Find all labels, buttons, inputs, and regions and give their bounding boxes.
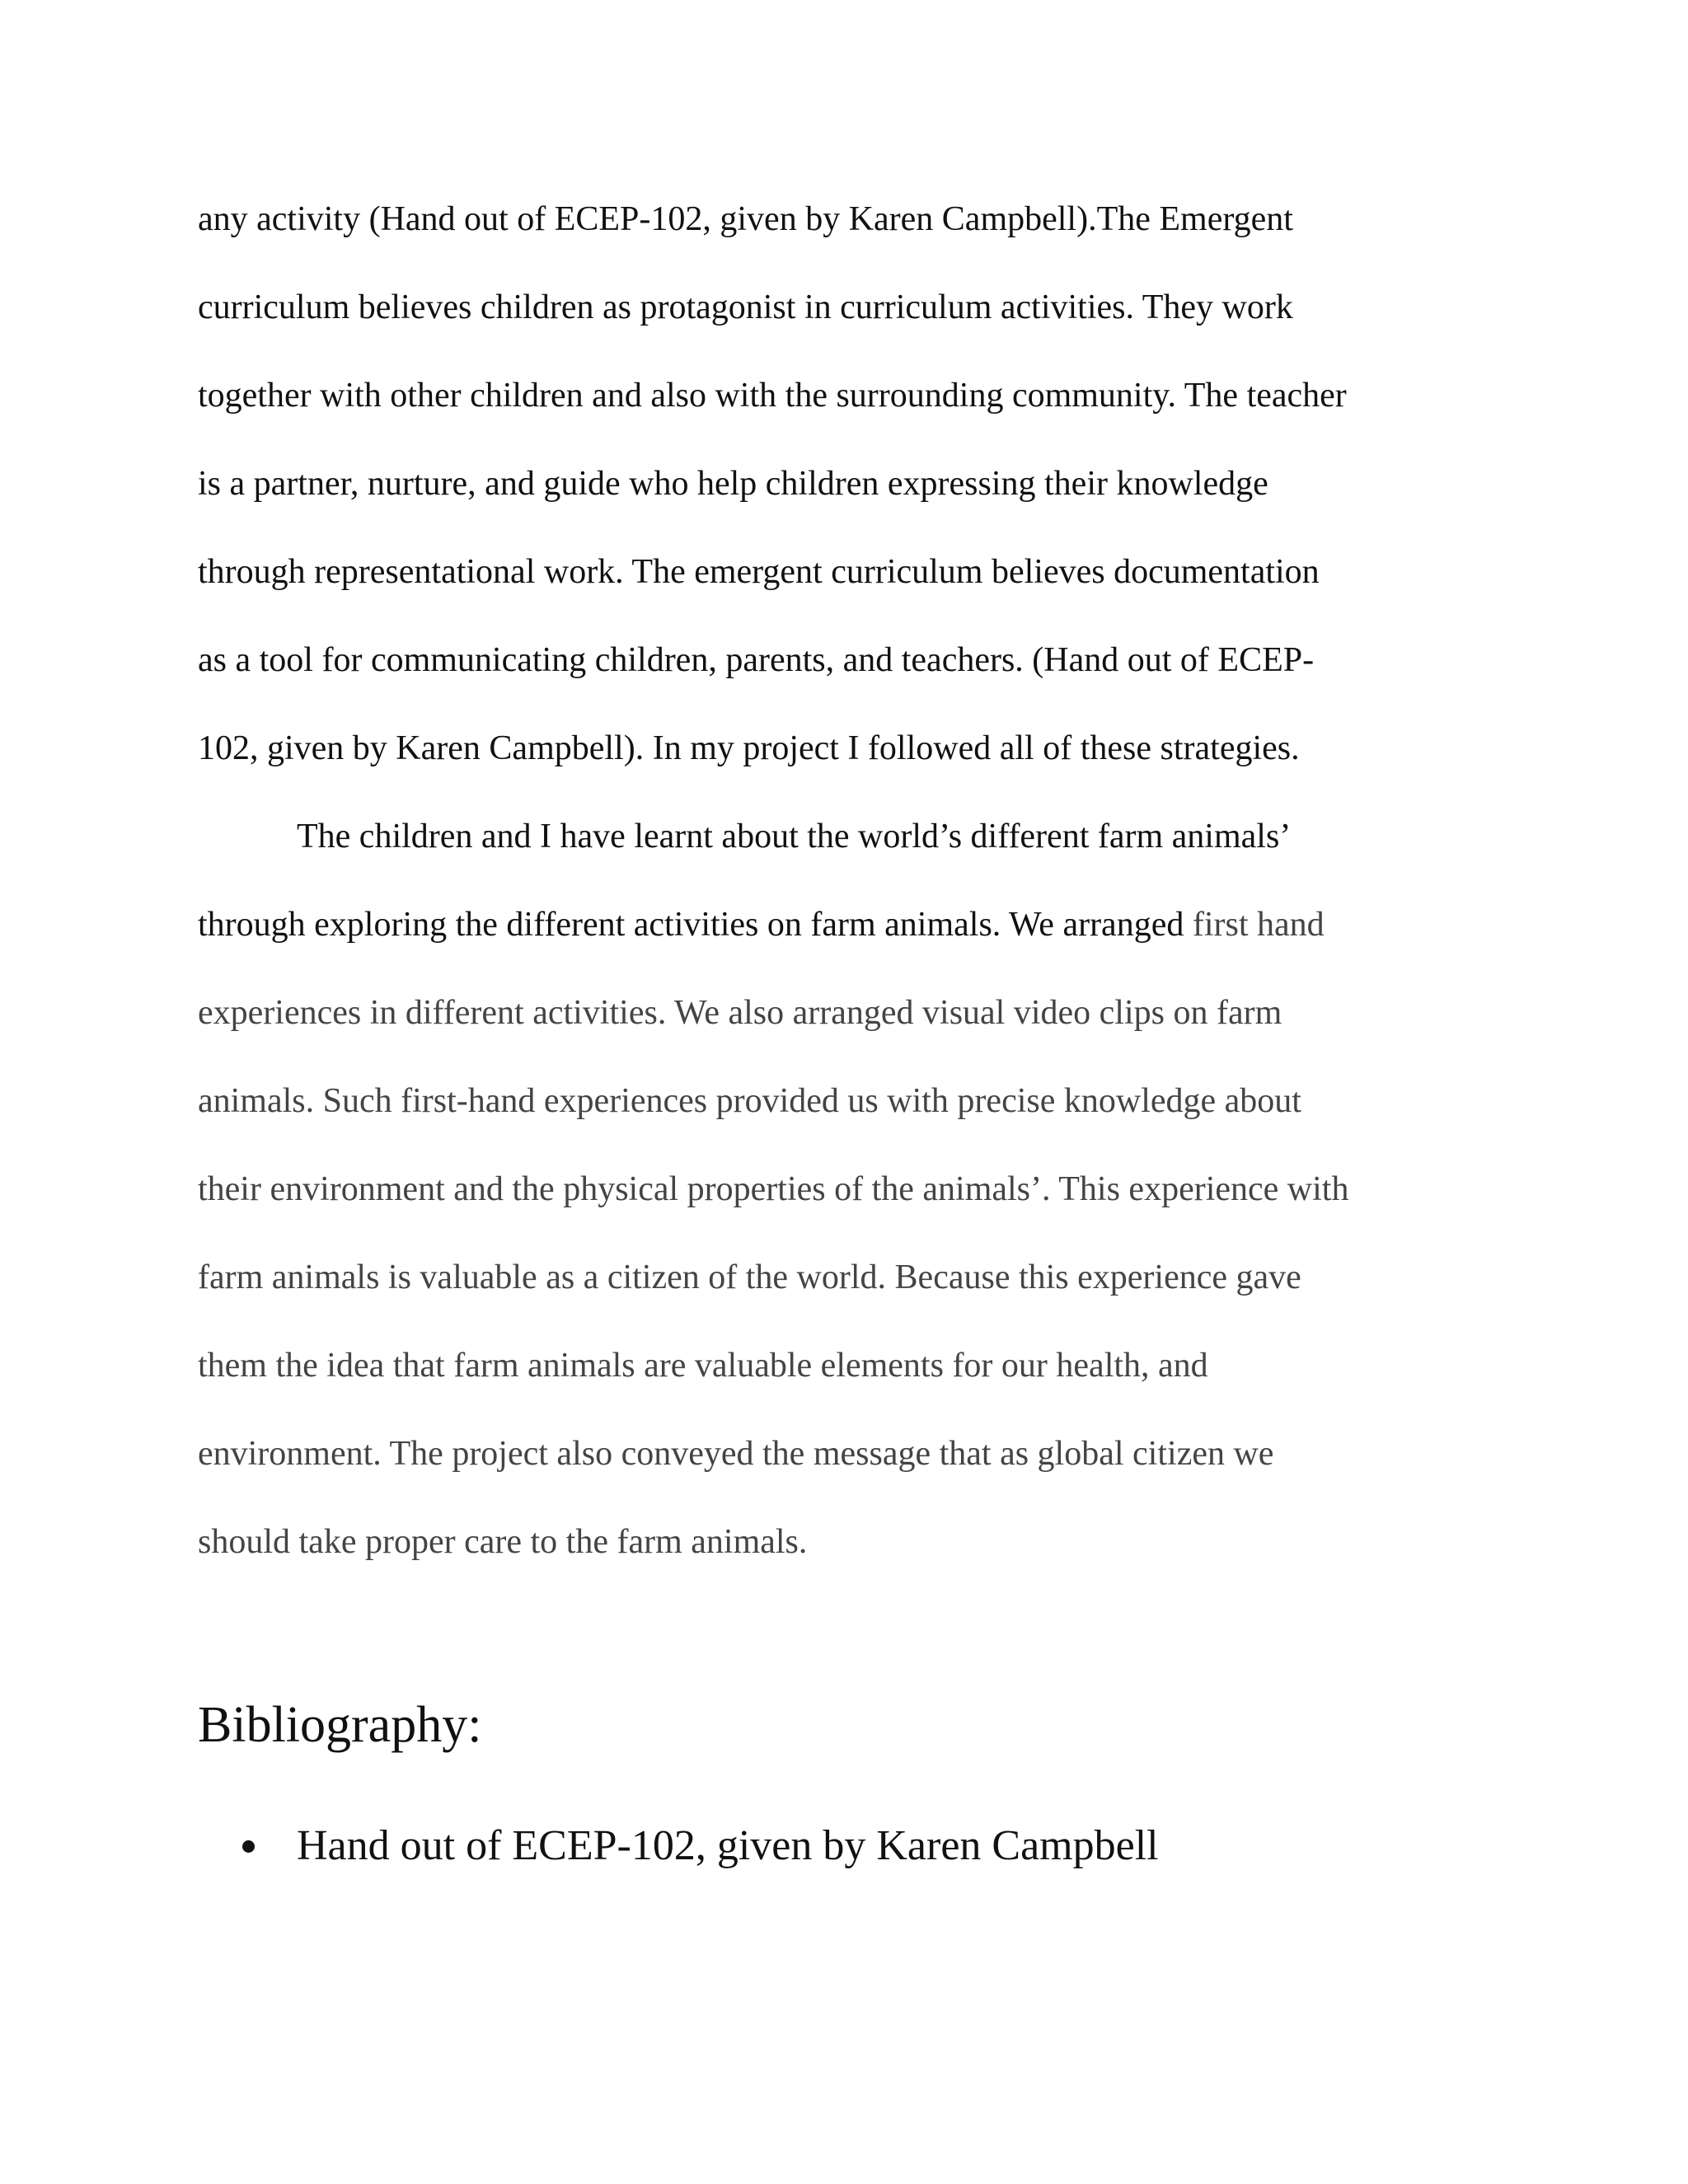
paragraph-line: animals. Such first-hand experiences provided us with precise knowledge about (198, 1082, 1301, 1120)
paragraph-segment: through exploring the different activities on farm animals. We arranged (198, 906, 1193, 944)
paragraph-line: should take proper care to the farm animals. (198, 1523, 808, 1561)
paragraph-line: 102, given by Karen Campbell). In my project I followed all of these strategies. (198, 729, 1300, 767)
paragraph-line: them the idea that farm animals are valuable elements for our health, and (198, 1347, 1208, 1385)
paragraph-line: curriculum believes children as protagonist in curriculum activities. They work (198, 288, 1293, 326)
paragraph-line: any activity (Hand out of ECEP-102, given by Karen Campbell).The Emergent (198, 200, 1293, 238)
paragraph-line: through representational work. The emergent curriculum believes documentation (198, 553, 1320, 591)
paragraph-line: their environment and the physical properties of the animals’. This experience with (198, 1170, 1349, 1208)
bibliography-list (198, 1817, 1159, 1875)
paragraph-line: together with other children and also with the surrounding community. The teacher (198, 377, 1347, 415)
bibliography-heading: Bibliography: (198, 1697, 482, 1753)
bullet-icon (242, 1840, 255, 1853)
paragraph-line: is a partner, nurture, and guide who help children expressing their knowledge (198, 465, 1268, 503)
paragraph-line: environment. The project also conveyed the message that as global citizen we (198, 1435, 1274, 1473)
paragraph-line (198, 902, 1517, 990)
paragraph-segment: first hand (1192, 906, 1325, 944)
paragraph-line: experiences in different activities. We also arranged visual video clips on farm (198, 994, 1282, 1032)
bibliography-item (198, 1817, 1159, 1875)
paragraph-line: as a tool for communicating children, parents, and teachers. (Hand out of ECEP- (198, 641, 1315, 679)
body-text (198, 196, 1517, 1607)
bibliography-item-text: Hand out of ECEP-102, given by Karen Campbell (297, 1822, 1159, 1869)
paragraph-line: farm animals is valuable as a citizen of the world. Because this experience gave (198, 1258, 1301, 1296)
paragraph-line: The children and I have learnt about the world’s different farm animals’ (297, 818, 1292, 855)
